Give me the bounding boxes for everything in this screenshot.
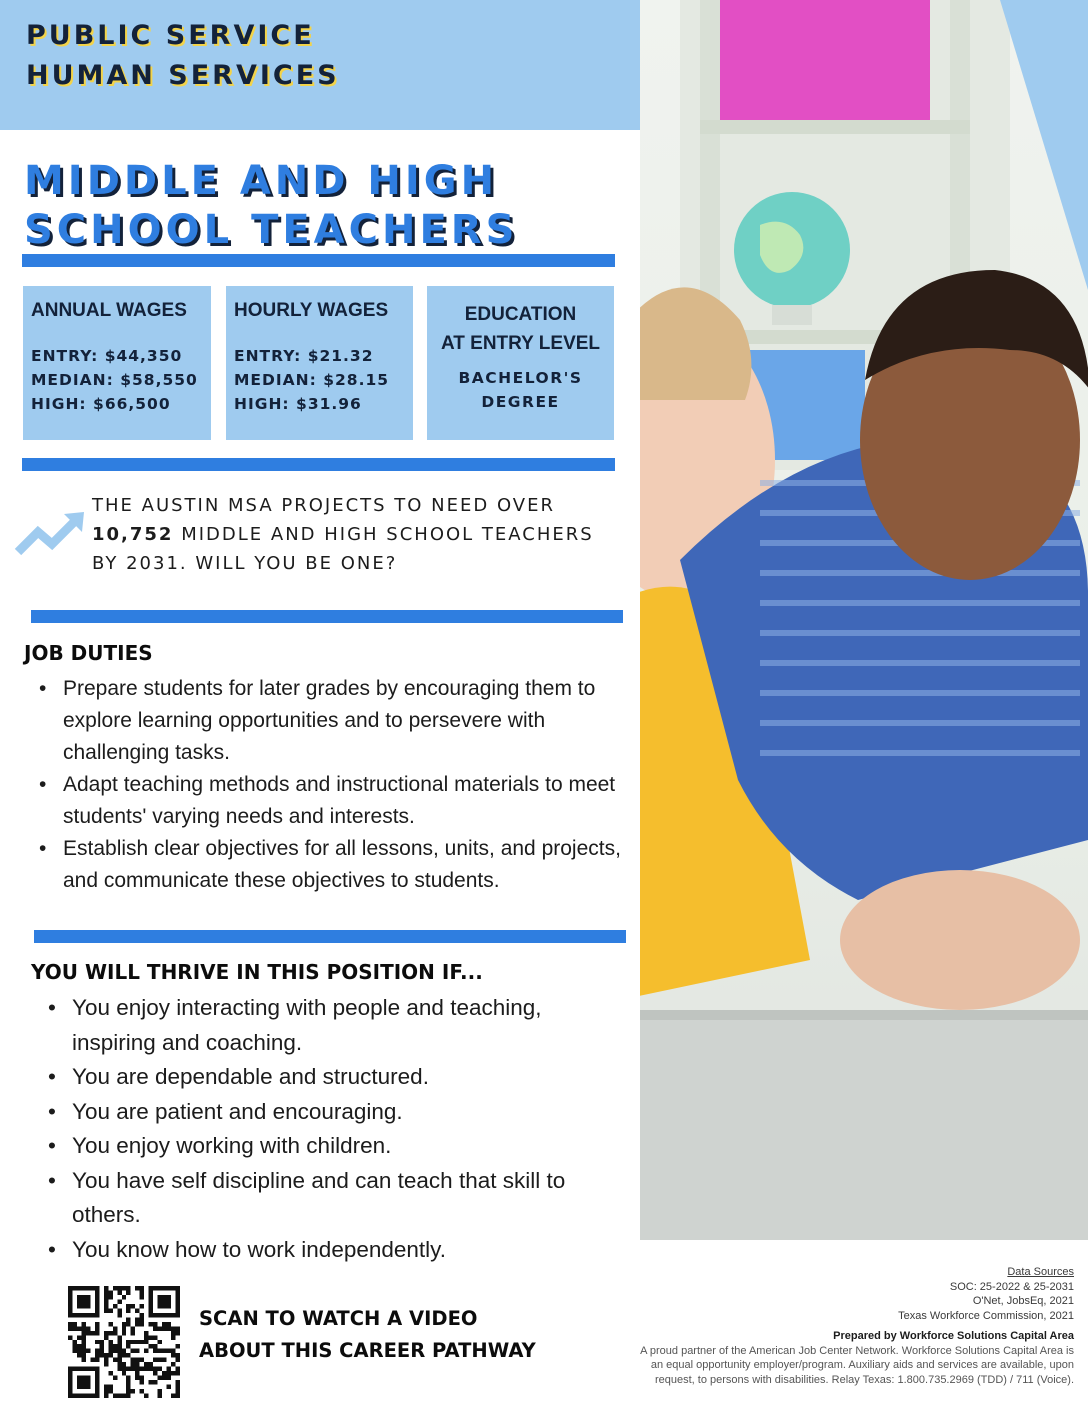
data-source-onet: O'Net, JobsEq, 2021: [972, 1295, 1074, 1307]
scan-video-callout: [199, 1303, 536, 1367]
job-duties-heading: JOB DUTIES: [24, 641, 153, 665]
header-category-line1: PUBLIC SERVICE: [26, 20, 315, 51]
data-source-soc: SOC: 25-2022 & 25-2031: [949, 1280, 1074, 1293]
divider-rule: [34, 930, 626, 943]
data-sources-title: Data Sources: [1007, 1266, 1074, 1278]
annual-median-wage: MEDIAN: $58,550: [31, 371, 198, 389]
education-title: [435, 300, 606, 358]
list-item: • Establish clear objectives for all lessons, units, and projects, and communicate these objectives to students.: [31, 833, 621, 897]
trending-up-arrow-icon: [14, 510, 86, 563]
list-item: • You know how to work independently.: [40, 1233, 600, 1268]
list-item: • You are dependable and structured.: [40, 1060, 600, 1095]
education-value-line2: DEGREE: [481, 393, 560, 411]
divider-rule: [22, 254, 615, 267]
hourly-wages-title: HOURLY WAGES: [234, 300, 389, 321]
annual-wages-box: [23, 286, 211, 440]
thrive-list: [40, 991, 600, 1267]
job-title-line2: SCHOOL TEACHERS: [24, 207, 519, 253]
education-value-line1: BACHELOR'S: [458, 369, 583, 387]
list-item: • You enjoy interacting with people and teaching, inspiring and coaching.: [40, 991, 600, 1060]
annual-wages-title: ANNUAL WAGES: [31, 300, 187, 321]
education-box: [427, 286, 614, 440]
qr-code-icon[interactable]: [68, 1286, 180, 1403]
prepared-by: Prepared by Workforce Solutions Capital Area: [833, 1330, 1074, 1342]
list-item: • Adapt teaching methods and instructional materials to meet students' varying needs and interests.: [31, 769, 621, 833]
annual-high-wage: HIGH: $66,500: [31, 395, 171, 413]
projection-text-before: THE AUSTIN MSA PROJECTS TO NEED OVER: [92, 495, 555, 516]
list-item: • You are patient and encouraging.: [40, 1095, 600, 1130]
disclaimer-line: an equal opportunity employer/program. Auxiliary aids and services are available, upon: [650, 1359, 1074, 1371]
education-title-line1: EDUCATION: [464, 304, 577, 325]
job-title-line1: MIDDLE AND HIGH: [24, 158, 499, 204]
header-band: [0, 0, 640, 130]
hourly-median-wage: MEDIAN: $28.15: [234, 371, 390, 389]
list-item: • You have self discipline and can teach that skill to others.: [40, 1164, 600, 1233]
scan-text-line1: SCAN TO WATCH A VIDEO: [199, 1307, 478, 1330]
hourly-entry-wage: ENTRY: $21.32: [234, 347, 374, 365]
education-title-line2: AT ENTRY LEVEL: [440, 333, 601, 354]
data-sources-footer: [604, 1265, 1074, 1387]
header-category-line2: HUMAN SERVICES: [26, 60, 340, 91]
projection-number: 10,752: [92, 524, 174, 545]
job-duties-list: [31, 673, 621, 897]
list-item: • You enjoy working with children.: [40, 1129, 600, 1164]
hourly-high-wage: HIGH: $31.96: [234, 395, 362, 413]
annual-entry-wage: ENTRY: $44,350: [31, 347, 183, 365]
divider-rule: [22, 458, 615, 471]
projection-text-after: MIDDLE AND HIGH SCHOOL TEACHERS BY 2031. WILL YOU BE ONE?: [92, 524, 594, 574]
hourly-wages-box: [226, 286, 413, 440]
disclaimer-line: request, to persons with disabilities. Relay Texas: 1.800.735.2969 (TDD) / 711 (Voice).: [654, 1373, 1074, 1386]
scan-text-line2: ABOUT THIS CAREER PATHWAY: [199, 1339, 536, 1362]
data-source-twc: Texas Workforce Commission, 2021: [898, 1309, 1074, 1322]
disclaimer-line: A proud partner of the American Job Center Network. Workforce Solutions Capital Area is: [640, 1344, 1074, 1357]
divider-rule: [31, 610, 623, 623]
teacher-student-photo: [640, 0, 1088, 1240]
list-item: • Prepare students for later grades by encouraging them to explore learning opportunities and to persevere with challenging tasks.: [31, 673, 621, 769]
job-projection-text: [92, 491, 612, 578]
thrive-heading: YOU WILL THRIVE IN THIS POSITION IF...: [31, 960, 483, 984]
